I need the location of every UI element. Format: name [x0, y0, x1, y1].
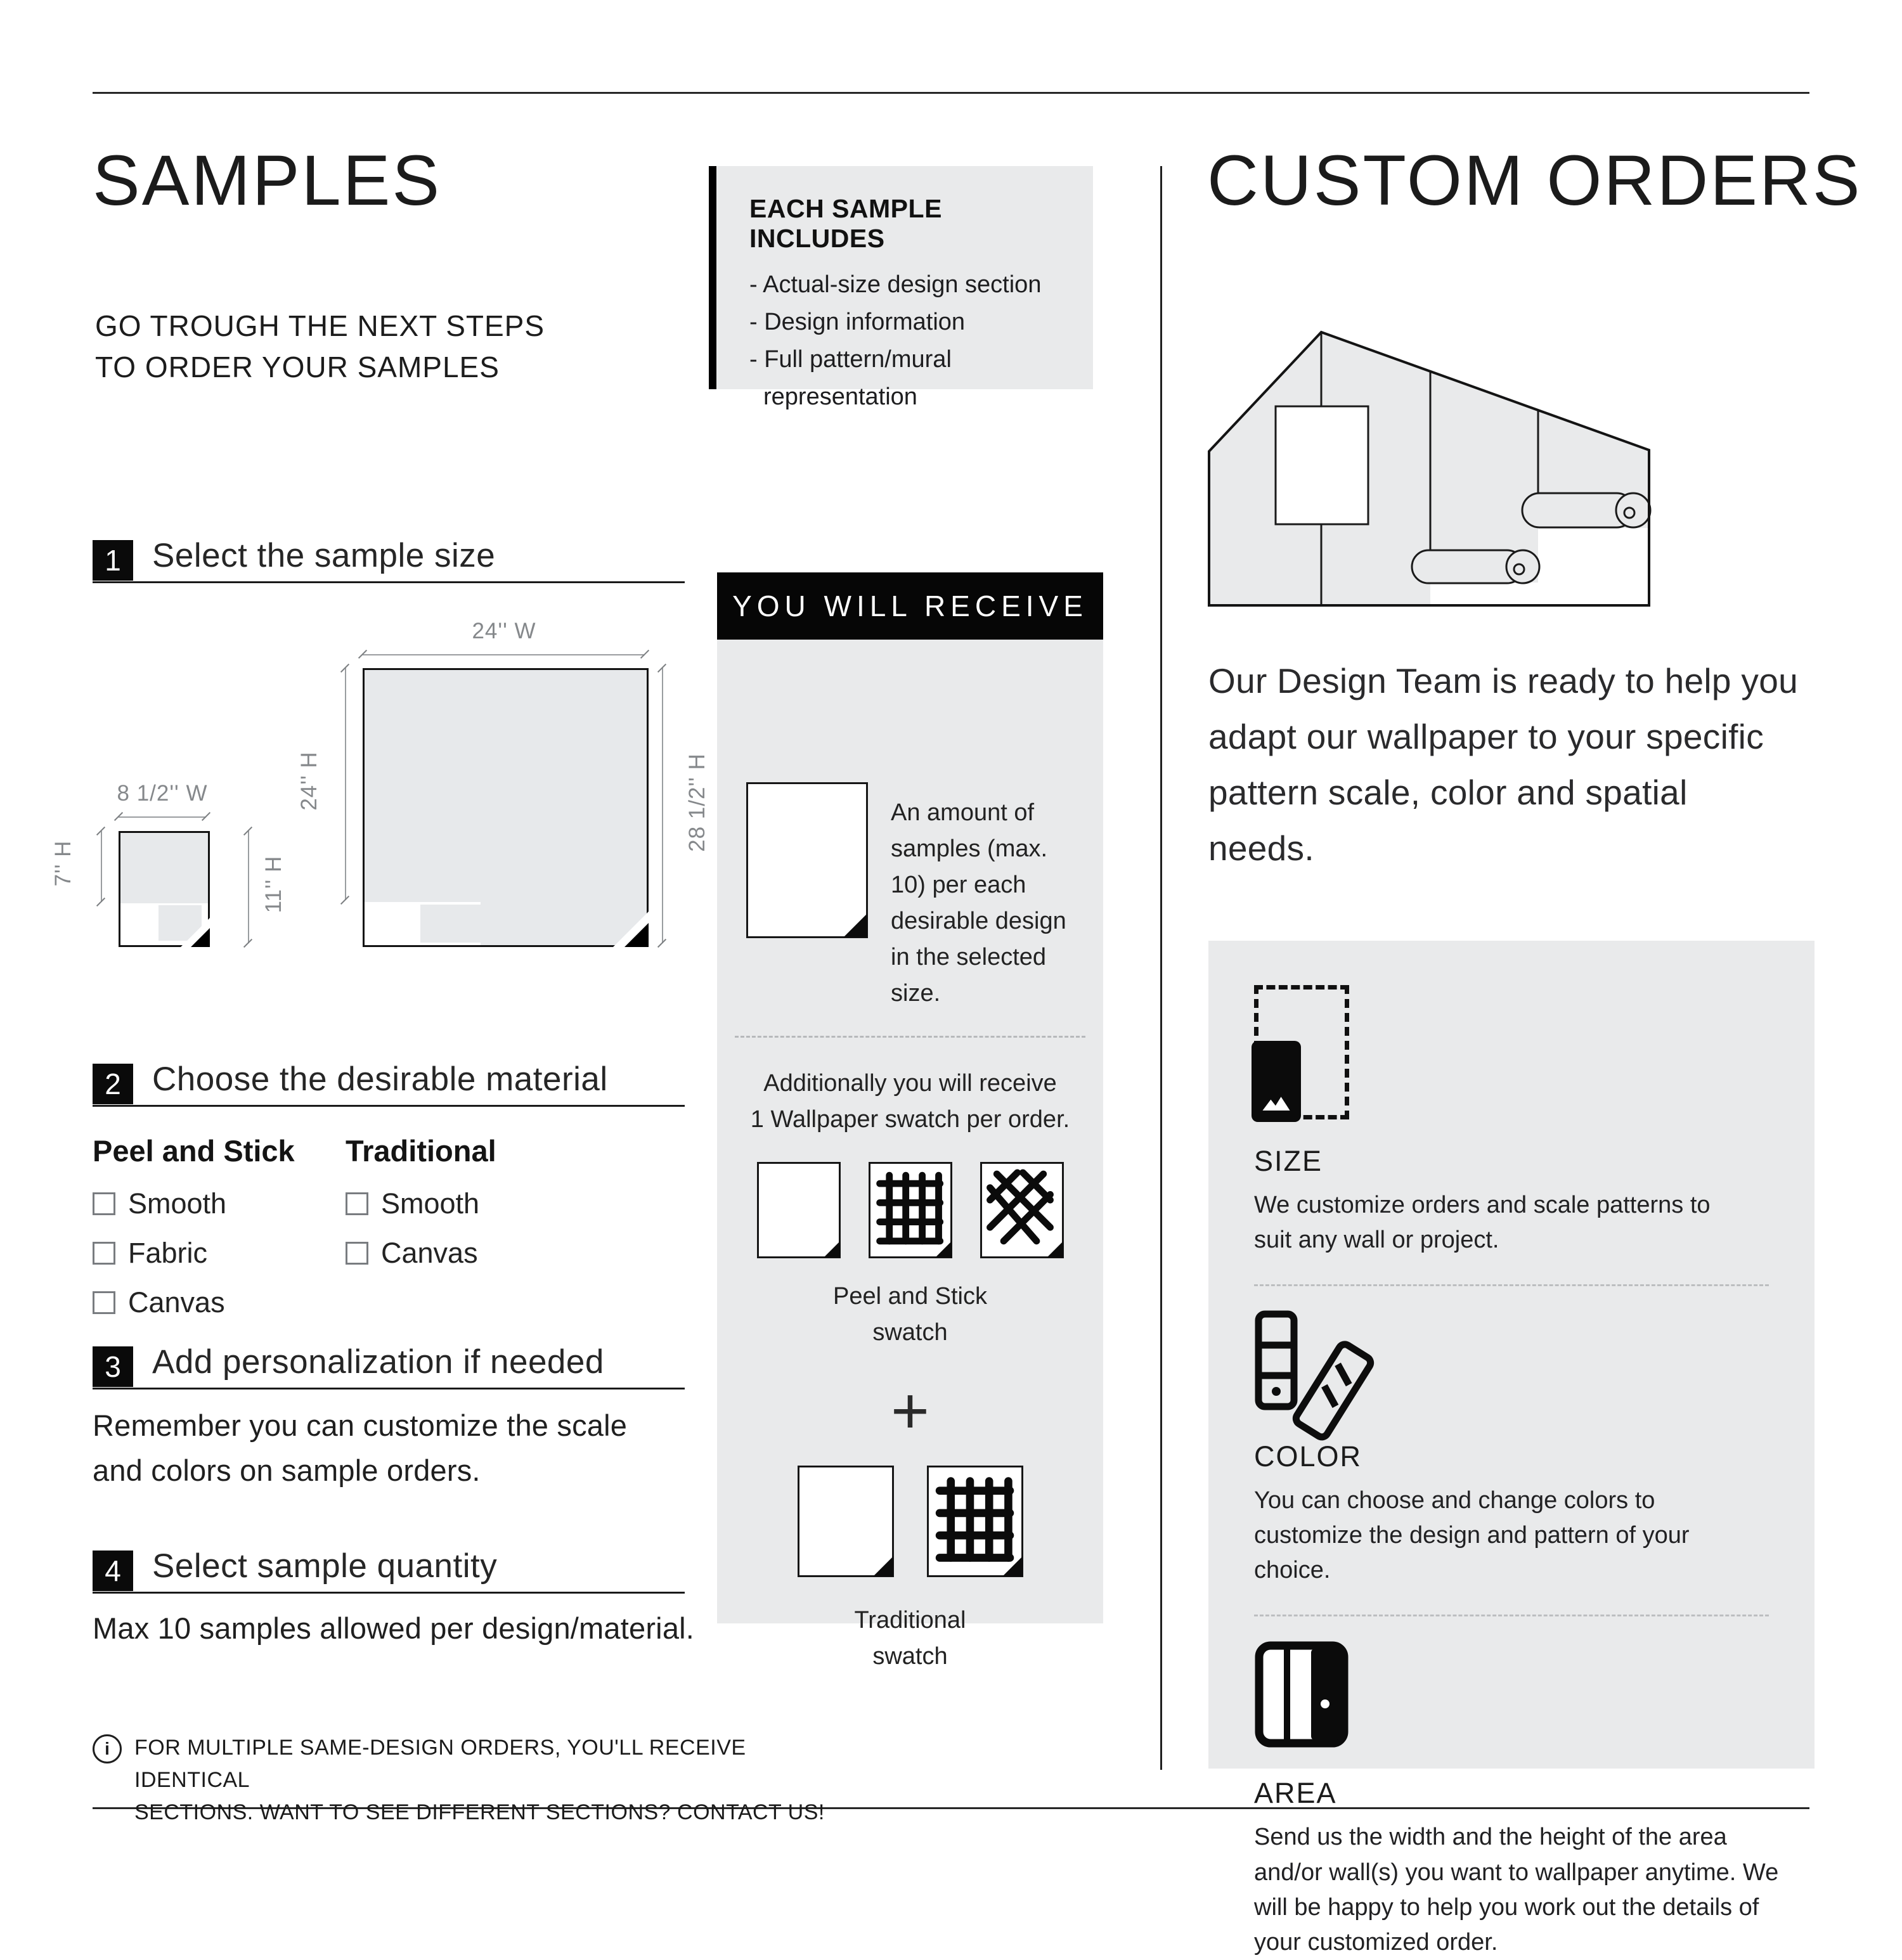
dashed-divider [1254, 1615, 1769, 1616]
step3-text: Remember you can customize the scale and colors on sample orders. [93, 1409, 628, 1487]
step1-title: Select the sample size [152, 537, 496, 574]
material-option-label: Canvas [381, 1237, 478, 1269]
small-height7-dim-line [101, 831, 102, 902]
fold-corner-icon [843, 913, 867, 938]
material-option [346, 1187, 496, 1220]
large-height28-label: 28 1/2'' H [685, 753, 709, 852]
peel-stick-swatch-row [717, 1162, 1103, 1258]
size-crop-icon [1254, 985, 1349, 1119]
checkbox-canvas[interactable] [93, 1291, 115, 1314]
you-will-receive-panel [717, 640, 1103, 1670]
material-option-label: Smooth [381, 1187, 480, 1220]
peel-stick-swatch-label [717, 1279, 1103, 1351]
info-icon: i [93, 1734, 122, 1763]
feature-title-area: AREA [1254, 1777, 1337, 1810]
swatch-label-line: Peel and Stick [833, 1283, 987, 1310]
sample-paper-icon [746, 782, 868, 938]
traditional-swatch-label [717, 1602, 1103, 1675]
small-sample-printed-area [120, 833, 208, 903]
material-group-title: Peel and Stick [93, 1134, 295, 1168]
small-width-dim-line [119, 816, 206, 818]
grid-swatch-icon [869, 1162, 952, 1258]
checkbox-fabric[interactable] [93, 1242, 115, 1265]
fold-corner-icon [1002, 1556, 1023, 1576]
small-height11-dim-line [248, 831, 249, 943]
intro-line-1: GO TROUGH THE NEXT STEPS [95, 309, 545, 342]
step4-text: Max 10 samples allowed per design/material. [93, 1611, 695, 1645]
fold-corner-icon [873, 1556, 893, 1576]
step1-header [93, 536, 685, 583]
footnote-line-2: SECTIONS. WANT TO SEE DIFFERENT SECTIONS? CONTACT US! [134, 1800, 825, 1824]
checkbox-smooth-traditional[interactable] [346, 1192, 368, 1215]
step3-number-badge: 3 [93, 1346, 133, 1387]
checkbox-smooth[interactable] [93, 1192, 115, 1215]
fold-corner-icon [824, 1241, 840, 1258]
footnote-text [134, 1732, 853, 1829]
each-sample-includes-box [709, 166, 1093, 410]
footnote-line-1: FOR MULTIPLE SAME-DESIGN ORDERS, YOU'LL RECEIVE IDENTICAL [134, 1736, 746, 1792]
small-width-label: 8 1/2'' W [117, 781, 208, 806]
material-option-label: Smooth [128, 1187, 227, 1220]
intro-line-2: TO ORDER YOUR SAMPLES [95, 351, 500, 384]
small-height7-label: 7'' H [51, 840, 75, 887]
step2-number-badge: 2 [93, 1064, 133, 1104]
custom-orders-intro: Our Design Team is ready to help you adapt our wallpaper to your specific pattern scale, color and spatial needs. [1208, 661, 1798, 868]
step2-header [93, 1060, 685, 1107]
fold-corner-icon [935, 1241, 952, 1258]
blank-swatch-icon [757, 1162, 841, 1258]
material-option [93, 1286, 295, 1319]
column-divider [1160, 166, 1162, 1770]
door-area-icon [1254, 1641, 1349, 1748]
step2-title: Choose the desirable material [152, 1061, 608, 1098]
additional-line-1: Additionally you will receive [763, 1070, 1057, 1097]
dashed-divider [1254, 1284, 1769, 1286]
material-group-title: Traditional [346, 1134, 496, 1168]
material-option-label: Fabric [128, 1237, 208, 1269]
feature-text-color: You can choose and change colors to customize the design and pattern of your choice. [1254, 1487, 1690, 1584]
material-column-traditional [346, 1133, 496, 1286]
small-height11-label: 11'' H [261, 855, 286, 913]
sample-amount-text: An amount of samples (max. 10) per each desirable design in the selected size. [891, 799, 1066, 1007]
samples-intro [95, 306, 545, 389]
large-height24-label: 24'' H [297, 751, 321, 811]
color-swatches-icon [1254, 1310, 1362, 1412]
samples-title: SAMPLES [93, 141, 442, 220]
includes-item: - Actual-size design section [749, 271, 1042, 298]
step3-title: Add personalization if needed [152, 1343, 604, 1381]
large-sample-inner-square [420, 905, 481, 943]
feature-title-color: COLOR [1254, 1440, 1362, 1473]
grid-swatch-icon [927, 1466, 1023, 1577]
includes-item: - Design information [749, 308, 966, 335]
large-height28-dim-line [662, 668, 663, 943]
includes-title: EACH SAMPLE INCLUDES [749, 194, 942, 253]
material-option [93, 1187, 295, 1220]
large-width-dim-line [363, 654, 645, 655]
fold-corner-icon [1047, 1241, 1063, 1258]
additional-text [717, 1066, 1103, 1138]
footnote [93, 1732, 853, 1829]
blank-swatch-icon [798, 1466, 894, 1577]
small-sample-diagram [119, 831, 210, 947]
additional-line-2: 1 Wallpaper swatch per order. [750, 1106, 1070, 1133]
material-option-label: Canvas [128, 1286, 225, 1318]
crosshatch-swatch-icon [980, 1162, 1064, 1258]
sample-amount-row [746, 782, 1103, 1012]
step4-title: Select sample quantity [152, 1547, 498, 1585]
swatch-label-line: swatch [872, 1643, 948, 1670]
traditional-swatch-row [717, 1466, 1103, 1577]
includes-item: - Full pattern/mural representation [749, 345, 952, 410]
checkbox-canvas-traditional[interactable] [346, 1242, 368, 1265]
step1-number-badge: 1 [93, 540, 133, 581]
step3-header [93, 1343, 685, 1389]
large-sample-diagram [363, 668, 649, 947]
dashed-divider [735, 1036, 1085, 1038]
house-wallpaper-illustration [1207, 326, 1651, 612]
small-sample-fold-icon [191, 928, 210, 947]
material-column-peel-and-stick [93, 1133, 295, 1336]
swatch-label-line: Traditional [854, 1607, 966, 1634]
large-height24-dim-line [345, 668, 346, 900]
step4-header [93, 1547, 685, 1594]
plus-icon: + [891, 1374, 929, 1448]
custom-orders-panel [1208, 941, 1815, 1956]
image-icon [1252, 1041, 1301, 1122]
large-sample-fold-icon [624, 923, 649, 947]
material-option [93, 1237, 295, 1270]
you-will-receive-header: YOU WILL RECEIVE [717, 572, 1103, 640]
feature-text-size: We customize orders and scale patterns to suit any wall or project. [1254, 1192, 1711, 1254]
material-option [346, 1237, 496, 1270]
top-rule [93, 92, 1809, 94]
swatch-label-line: swatch [872, 1319, 948, 1346]
feature-text-area: Send us the width and the height of the area and/or wall(s) you want to wallpaper anytime. We will be happy to help you work out the details of your customized order. [1254, 1824, 1779, 1956]
custom-orders-title: CUSTOM ORDERS [1207, 141, 1862, 220]
large-width-label: 24'' W [472, 619, 536, 643]
step4-number-badge: 4 [93, 1551, 133, 1591]
feature-title-size: SIZE [1254, 1145, 1323, 1177]
